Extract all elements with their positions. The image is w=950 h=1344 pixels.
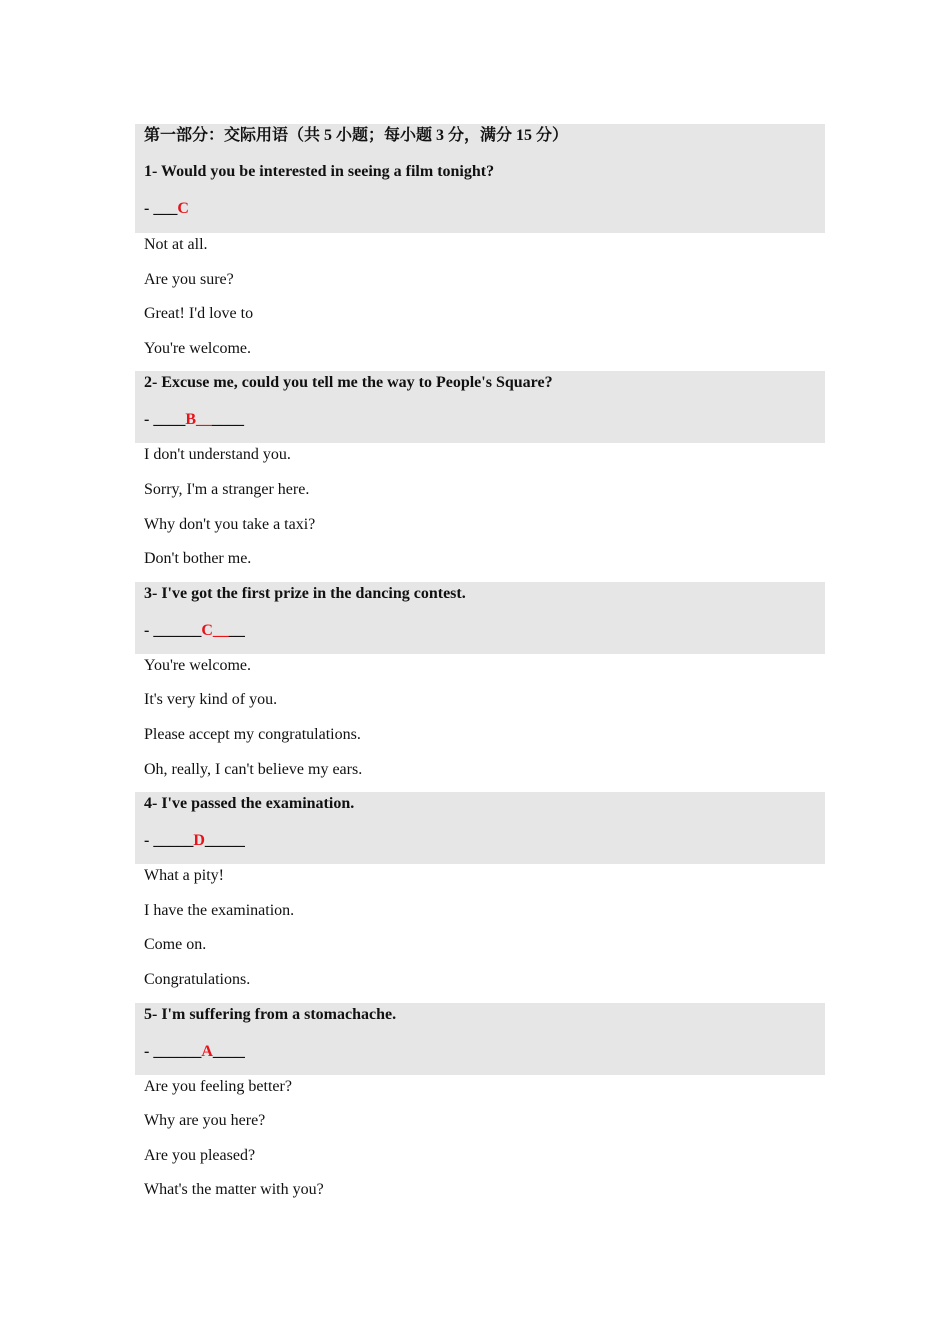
exam-section [135,124,825,1213]
option: What a pity! [144,867,224,885]
question-text: 2- Excuse me, could you tell me the way to People's Square? [144,374,553,392]
question-block-2 [135,371,825,443]
answer-suffix: __ [228,621,245,639]
answer-letter: C__ [201,621,229,639]
answer-line [144,408,816,443]
question-block-1 [135,124,825,233]
option: Are you pleased? [144,1146,256,1164]
question-text: 4- I've passed the examination. [144,795,355,813]
option: I don't understand you. [144,446,291,464]
option: Don't bother me. [144,550,252,568]
answer-prefix: - ____ [144,411,186,429]
answer-prefix: - ______ [144,621,202,639]
option: Sorry, I'm a stranger here. [144,480,310,498]
option: Congratulations. [144,970,251,988]
answer-letter: B__ [185,411,212,429]
option: I have the examination. [144,901,295,919]
option: What's the matter with you? [144,1181,324,1199]
option: Why are you here? [144,1112,266,1130]
answer-letter: D [193,832,205,850]
option: Are you feeling better? [144,1077,292,1095]
answer-letter: A [201,1042,213,1060]
section-title: 第一部分：交际用语（共 5 小题；每小题 3 分，满分 15 分） [144,127,569,144]
answer-suffix: ____ [212,1042,245,1060]
answer-prefix: - ___ [144,200,178,217]
answer-line [144,197,816,233]
answer-prefix: - _____ [144,832,194,850]
answer-line [144,829,816,864]
option: Why don't you take a taxi? [144,515,316,533]
answer-line [144,1040,816,1075]
question-text: 1- Would you be interested in seeing a film tonight? [144,163,495,180]
question-block-4 [135,792,825,864]
option: You're welcome. [144,339,252,357]
answer-letter: C [177,200,189,217]
option: It's very kind of you. [144,691,278,709]
option: Come on. [144,936,207,954]
question-block-5 [135,1003,825,1075]
option: You're welcome. [144,656,252,674]
option: Please accept my congratulations. [144,725,361,743]
option: Great! I'd love to [144,305,254,323]
option: Oh, really, I can't believe my ears. [144,760,363,778]
question-text: 5- I'm suffering from a stomachache. [144,1005,397,1023]
option: Are you sure? [144,270,234,288]
answer-suffix: _____ [204,832,245,850]
answer-line [144,619,816,654]
option: Not at all. [144,236,208,253]
answer-suffix: ____ [212,411,244,429]
question-block-3 [135,582,825,654]
answer-prefix: - ______ [144,1042,202,1060]
question-text: 3- I've got the first prize in the dancing contest. [144,584,466,602]
